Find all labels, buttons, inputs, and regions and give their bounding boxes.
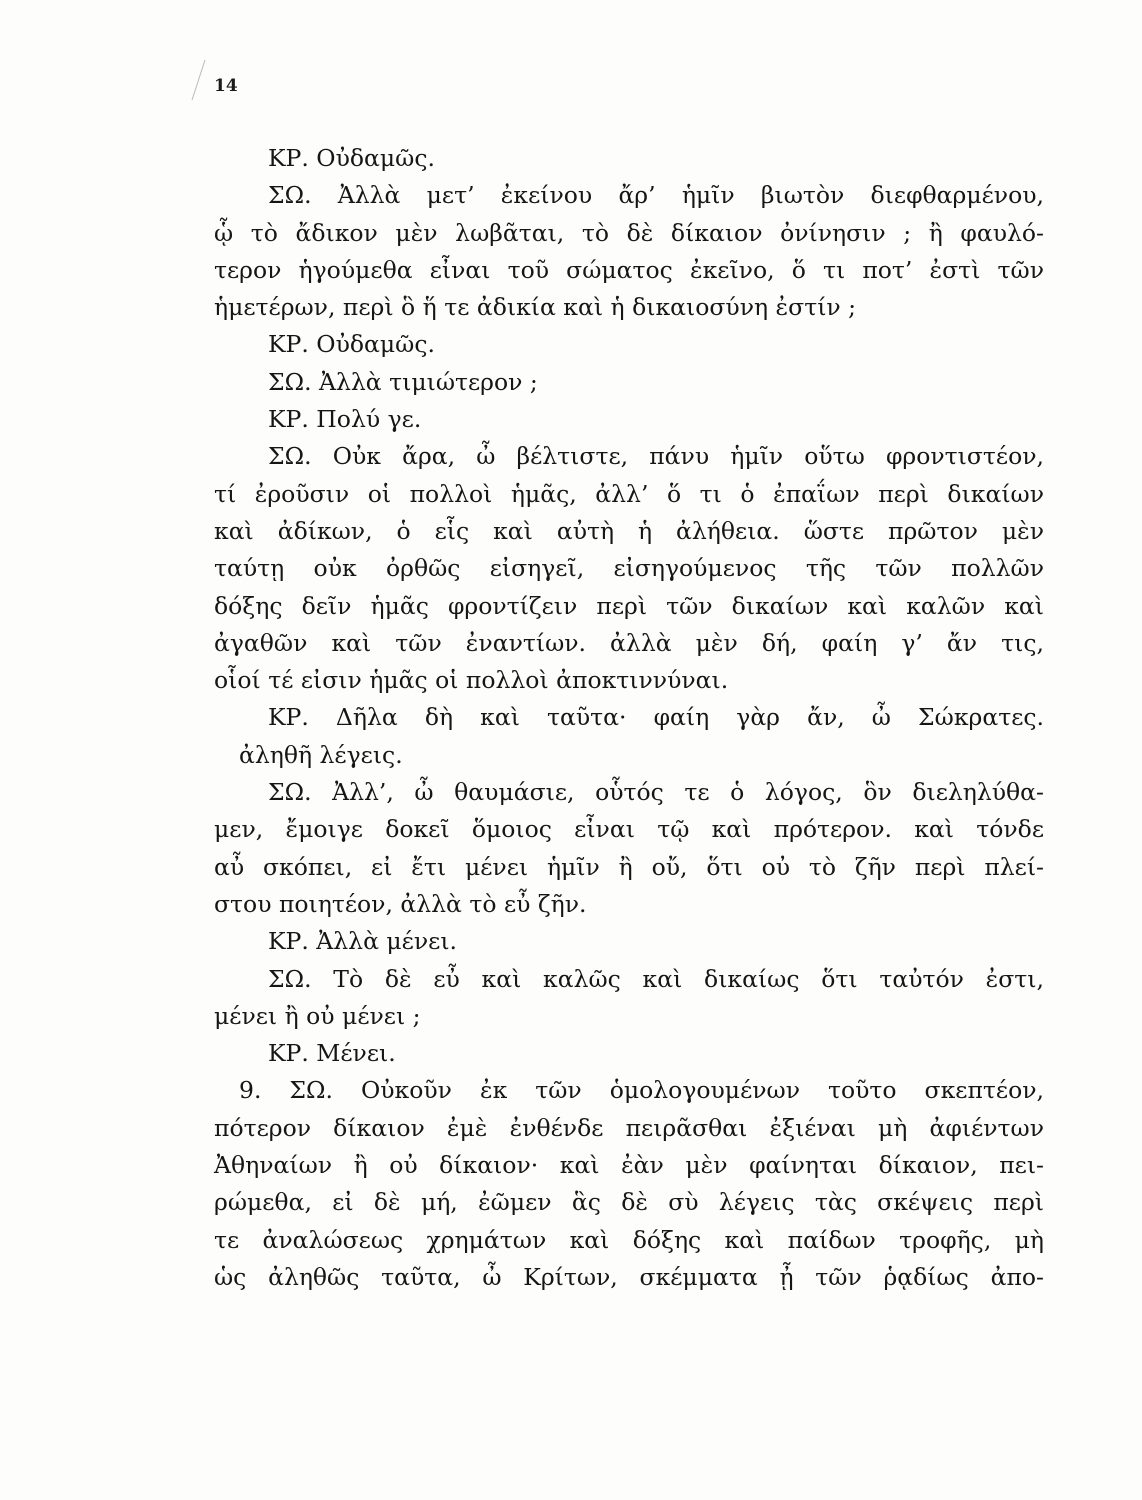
text-line: ΚΡ. Δῆλα δὴ καὶ ταῦτα· φαίη γὰρ ἄν, ὦ Σώκρατες. bbox=[268, 703, 1044, 732]
text-block bbox=[214, 140, 1044, 1296]
text-line: ᾧ τὸ ἄδικον μὲν λωβᾶται, τὸ δὲ δίκαιον ὀνίνησιν ; ἢ φαυλό- bbox=[214, 218, 1044, 247]
text-line: στου ποιητέον, ἀλλὰ τὸ εὖ ζῆν. bbox=[214, 889, 587, 918]
text-line: ἀγαθῶν καὶ τῶν ἐναντίων. ἀλλὰ μὲν δή, φαίη γ’ ἄν τις, bbox=[214, 628, 1044, 657]
text-line: πότερον δίκαιον ἐμὲ ἐνθένδε πειρᾶσθαι ἐξιέναι μὴ ἀφιέντων bbox=[214, 1113, 1044, 1142]
text-line: Ἀθηναίων ἢ οὐ δίκαιον· καὶ ἐὰν μὲν φαίνηται δίκαιον, πει- bbox=[214, 1151, 1044, 1180]
text-line: ΣΩ. Ἀλλ’, ὦ θαυμάσιε, οὗτός τε ὁ λόγος, ὃν διεληλύθα- bbox=[268, 778, 1044, 807]
text-line: αὖ σκόπει, εἰ ἔτι μένει ἡμῖν ἢ οὔ, ὅτι οὐ τὸ ζῆν περὶ πλεί- bbox=[214, 852, 1044, 881]
text-line: ταύτῃ οὐκ ὀρθῶς εἰσηγεῖ, εἰσηγούμενος τῆς τῶν πολλῶν bbox=[214, 554, 1044, 583]
text-line: ΚΡ. Πολύ γε. bbox=[268, 405, 422, 434]
text-line: ρώμεθα, εἰ δὲ μή, ἐῶμεν ἃς δὲ σὺ λέγεις τὰς σκέψεις περὶ bbox=[214, 1188, 1044, 1217]
text-line: 9. ΣΩ. Οὐκοῦν ἐκ τῶν ὁμολογουμένων τοῦτο σκεπτέον, bbox=[239, 1076, 1044, 1105]
text-line: ΚΡ. Ἀλλὰ μένει. bbox=[268, 927, 457, 956]
page-number: 14 bbox=[214, 76, 238, 96]
text-line: ἀληθῆ λέγεις. bbox=[239, 740, 403, 769]
text-line: μεν, ἔμοιγε δοκεῖ ὅμοιος εἶναι τῷ καὶ πρότερον. καὶ τόνδε bbox=[214, 815, 1044, 844]
text-line: καὶ ἀδίκων, ὁ εἷς καὶ αὐτὴ ἡ ἀλήθεια. ὥστε πρῶτον μὲν bbox=[214, 516, 1044, 545]
text-line: μένει ἢ οὐ μένει ; bbox=[214, 1001, 421, 1030]
text-line: ΣΩ. Ἀλλὰ τιμιώτερον ; bbox=[268, 367, 538, 396]
text-line: ἡμετέρων, περὶ ὃ ἥ τε ἀδικία καὶ ἡ δικαιοσύνη ἐστίν ; bbox=[214, 293, 857, 322]
text-line: ΚΡ. Μένει. bbox=[268, 1039, 396, 1068]
text-line: ΣΩ. Τὸ δὲ εὖ καὶ καλῶς καὶ δικαίως ὅτι ταὐτόν ἐστι, bbox=[268, 964, 1044, 993]
text-line: ὡς ἀληθῶς ταῦτα, ὦ Κρίτων, σκέμματα ᾖ τῶν ῥᾳδίως ἀπο- bbox=[214, 1262, 1044, 1291]
text-line: τε ἀναλώσεως χρημάτων καὶ δόξης καὶ παίδων τροφῆς, μὴ bbox=[214, 1225, 1044, 1254]
text-line: τερον ἡγούμεθα εἶναι τοῦ σώματος ἐκεῖνο, ὅ τι ποτ’ ἐστὶ τῶν bbox=[214, 255, 1044, 284]
text-line: ΣΩ. Οὐκ ἄρα, ὦ βέλτιστε, πάνυ ἡμῖν οὕτω φροντιστέον, bbox=[268, 442, 1044, 471]
text-line: ΚΡ. Οὐδαμῶς. bbox=[268, 144, 435, 172]
text-line: δόξης δεῖν ἡμᾶς φροντίζειν περὶ τῶν δικαίων καὶ καλῶν καὶ bbox=[214, 591, 1044, 620]
text-line: οἷοί τέ εἰσιν ἡμᾶς οἱ πολλοὶ ἀποκτιννύναι. bbox=[214, 666, 729, 695]
text-line: ΣΩ. Ἀλλὰ μετ’ ἐκείνου ἄρ’ ἡμῖν βιωτὸν διεφθαρμένου, bbox=[268, 181, 1044, 210]
text-line: τί ἐροῦσιν οἱ πολλοὶ ἡμᾶς, ἀλλ’ ὅ τι ὁ ἐπαΐων περὶ δικαίων bbox=[214, 479, 1044, 508]
text-line: ΚΡ. Οὐδαμῶς. bbox=[268, 330, 435, 359]
